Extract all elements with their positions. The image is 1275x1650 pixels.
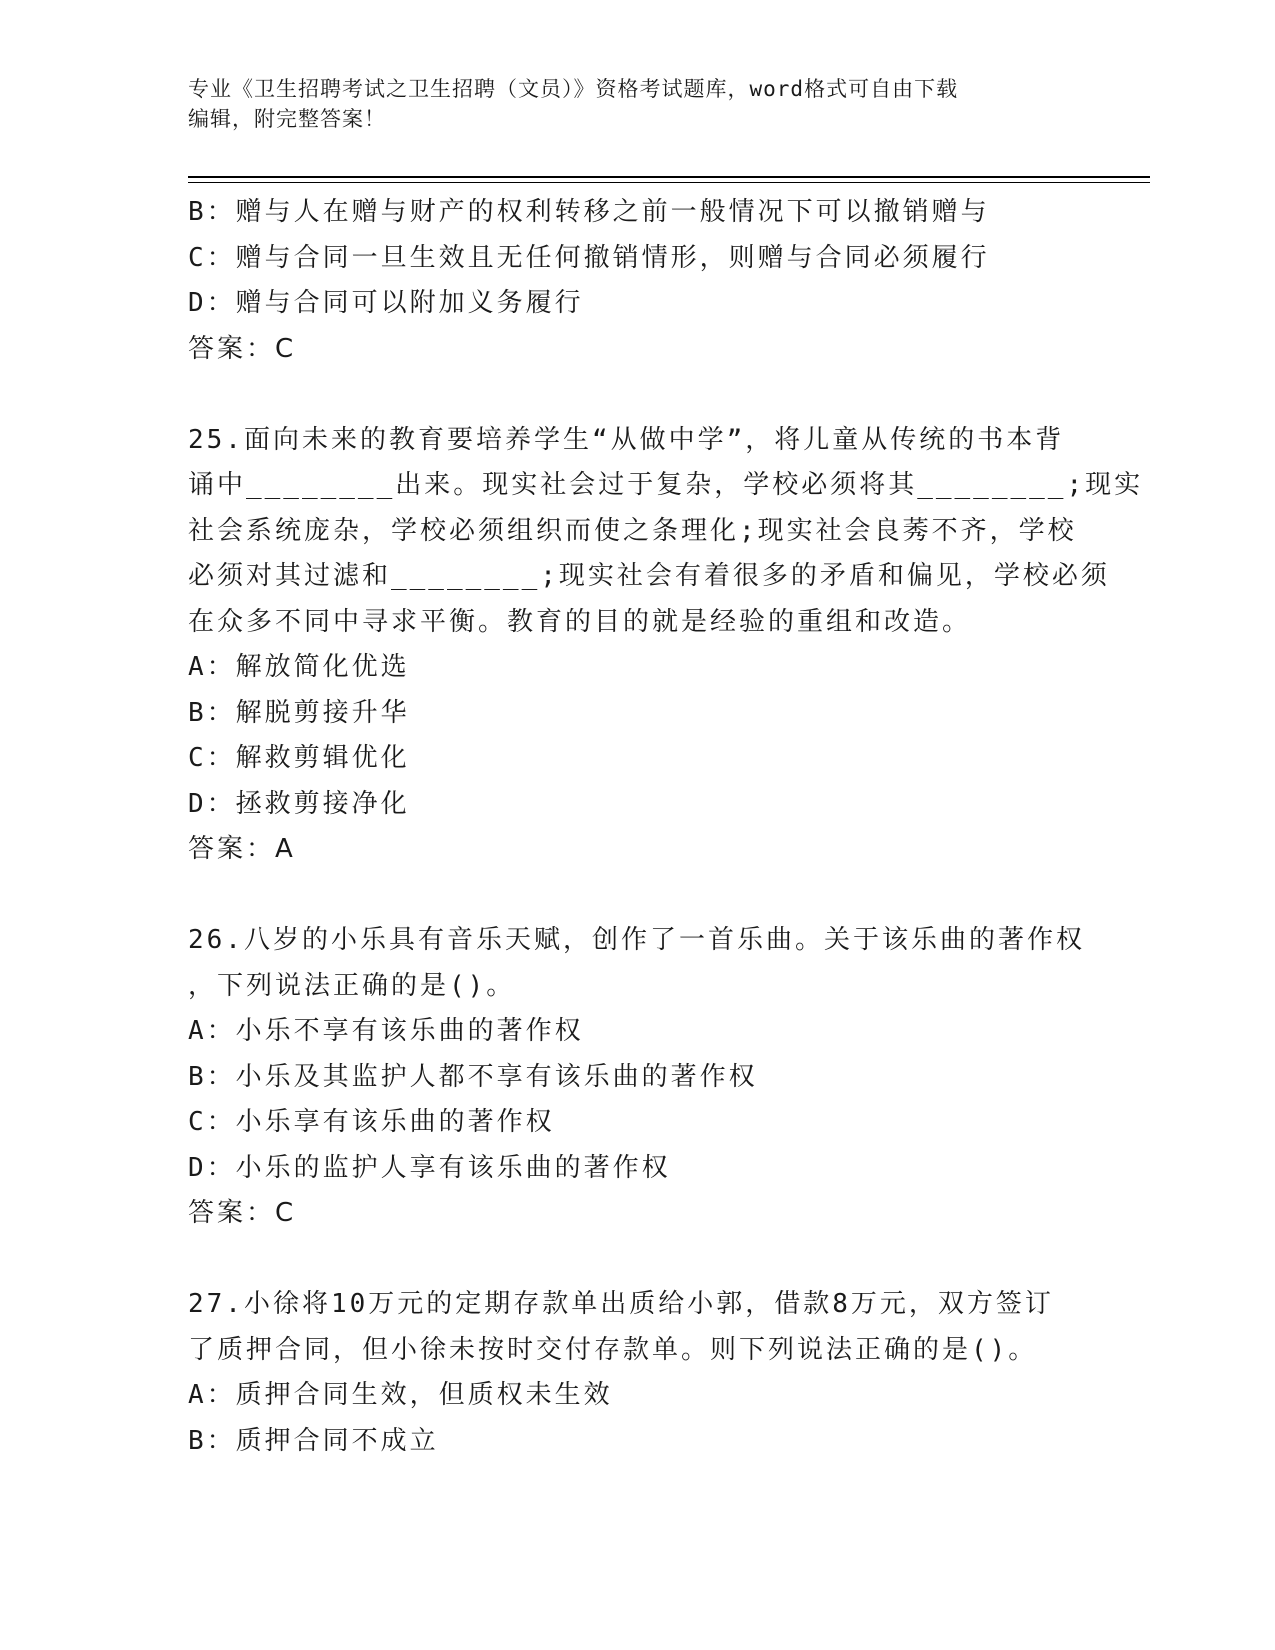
option-a: A：解放简化优选 [188, 652, 410, 682]
option-d: D：拯救剪接净化 [188, 788, 410, 819]
question-stem-line: 了质押合同，但小徐未按时交付存款单。则下列说法正确的是()。 [188, 1334, 1038, 1365]
option-b: B：赠与人在赠与财产的权利转移之前一般情况下可以撤销赠与 [188, 197, 990, 227]
question-stem-line: 26.八岁的小乐具有音乐天赋，创作了一首乐曲。关于该乐曲的著作权 [188, 925, 1085, 955]
spacer [188, 873, 1088, 919]
header-line-1: 专业《卫生招聘考试之卫生招聘（文员）》资格考试题库，word格式可自由下载 [188, 77, 959, 101]
question-25 [188, 418, 1144, 873]
option-d: D：小乐的监护人享有该乐曲的著作权 [188, 1152, 671, 1183]
prev-question [188, 190, 1088, 372]
document-header [188, 74, 1088, 134]
question-stem-line: 必须对其过滤和________;现实社会有着很多的矛盾和偏见，学校必须 [188, 561, 1110, 591]
answer-line: 答案：A [188, 834, 296, 864]
answer-line: 答案：C [188, 1198, 297, 1228]
header-rule-thick [188, 176, 1150, 178]
option-b: B：质押合同不成立 [188, 1425, 439, 1456]
header-rule-thin [188, 182, 1150, 183]
option-b: B：解脱剪接升华 [188, 697, 410, 728]
answer-line: 答案：C [188, 333, 297, 364]
question-stem-line: 25.面向未来的教育要培养学生“从做中学”，将儿童从传统的书本背 [188, 424, 1065, 455]
spacer [188, 1237, 1088, 1283]
option-a: A：质押合同生效，但质权未生效 [188, 1380, 613, 1410]
header-line-2: 编辑，附完整答案！ [188, 107, 386, 131]
option-c: C：赠与合同一旦生效且无任何撤销情形，则赠与合同必须履行 [188, 242, 990, 273]
option-c: C：小乐享有该乐曲的著作权 [188, 1107, 555, 1137]
question-body [188, 190, 1144, 1464]
question-26 [188, 918, 1088, 1237]
question-stem-line: 27.小徐将10万元的定期存款单出质给小郭，借款8万元，双方签订 [188, 1289, 1054, 1319]
option-a: A：小乐不享有该乐曲的著作权 [188, 1016, 584, 1046]
spacer [188, 372, 1088, 418]
question-stem-line: 诵中________出来。现实社会过于复杂，学校必须将其________;现实 [188, 470, 1144, 500]
question-stem-line: 在众多不同中寻求平衡。教育的目的就是经验的重组和改造。 [188, 606, 972, 637]
question-stem-line: ，下列说法正确的是()。 [188, 970, 516, 1001]
option-c: C：解救剪辑优化 [188, 743, 410, 773]
option-b: B：小乐及其监护人都不享有该乐曲的著作权 [188, 1061, 758, 1092]
question-27 [188, 1282, 1088, 1464]
option-d: D：赠与合同可以附加义务履行 [188, 288, 584, 318]
question-stem-line: 社会系统庞杂，学校必须组织而使之条理化;现实社会良莠不齐，学校 [188, 515, 1077, 546]
